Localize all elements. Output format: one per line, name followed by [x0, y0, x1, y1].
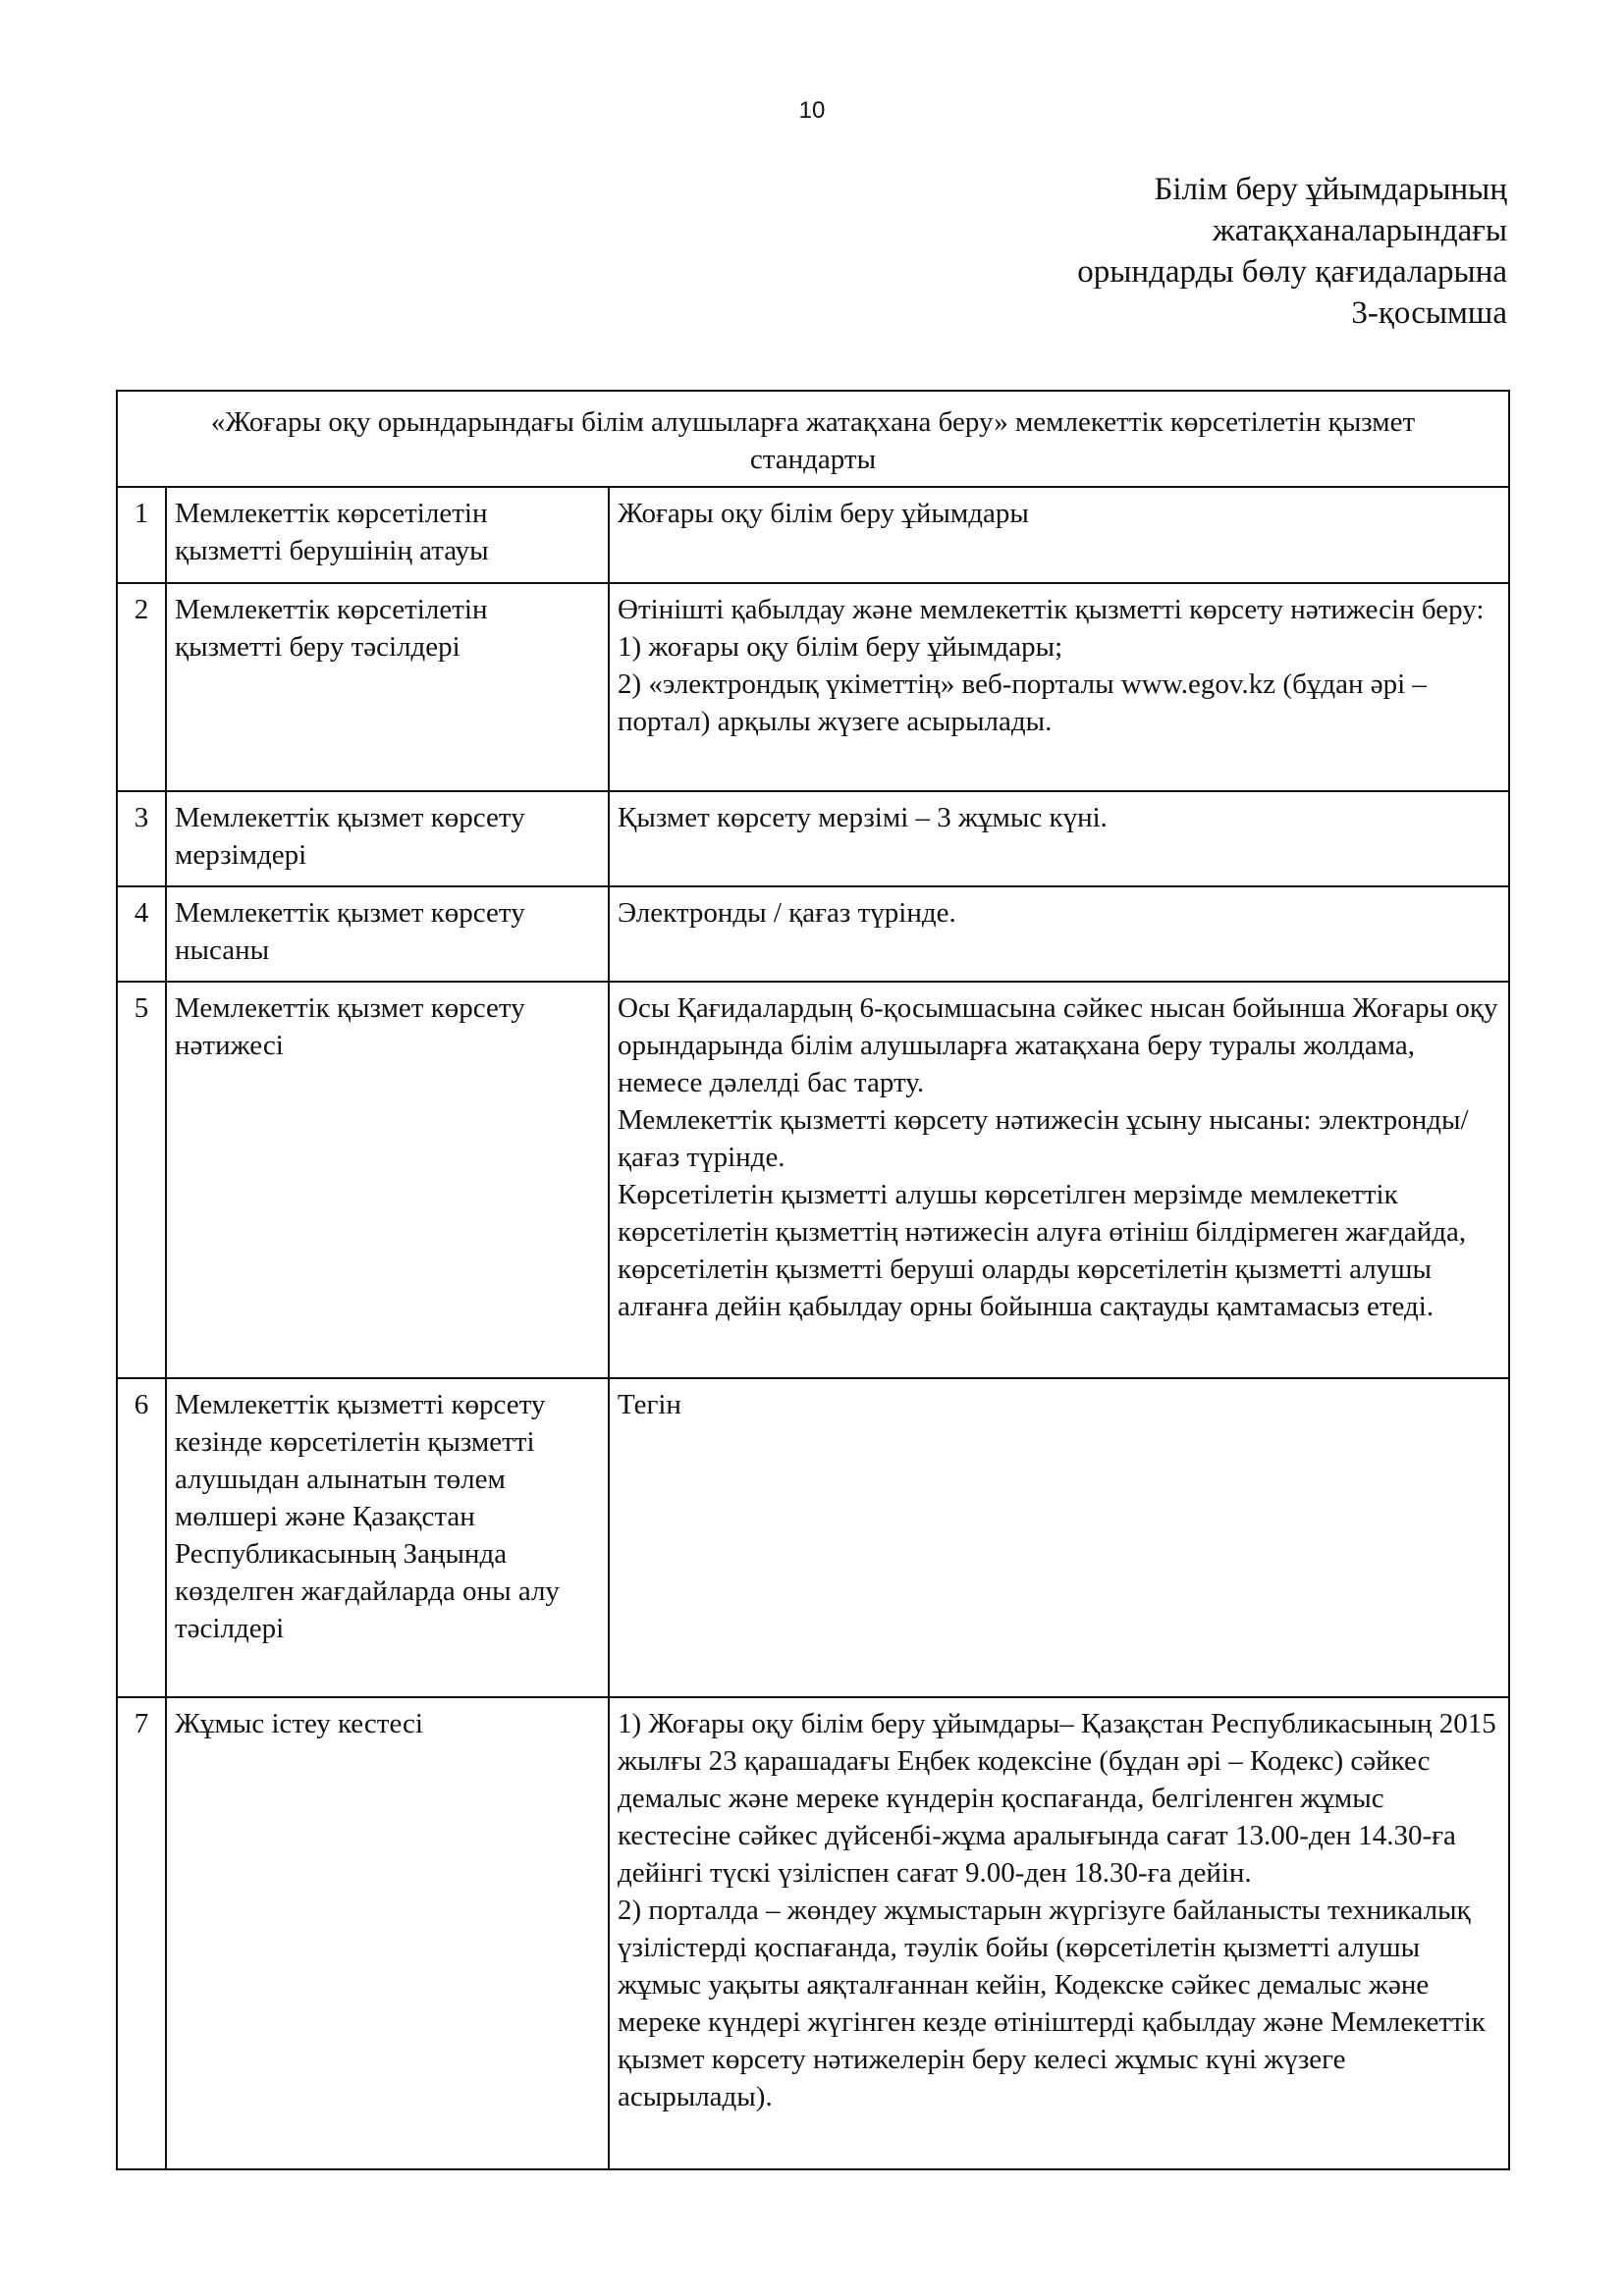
row-label: Мемлекеттік көрсетілетін қызметті беру тәсілдері [166, 583, 609, 791]
table-row [117, 886, 1509, 982]
table-row [117, 982, 1509, 1378]
row-value-line: Тегін [618, 1389, 681, 1420]
row-value-line: Көрсетілетін қызметті алушы көрсетілген мерзімде мемлекеттік көрсетілетін қызметтің нәтижесін алуға өтініш білдірмеген жағдайда, көрсетілетін қызметті беруші оларды көрсетілетін қызметті алушы алғанға дейін қабылдау орны бойынша сақтауды қамтамасыз етеді. [618, 1179, 1467, 1322]
appendix-header-line: орындарды бөлу қағидаларына [1077, 254, 1507, 290]
row-value-line: Осы Қағидалардың 6-қосымшасына сәйкес нысан бойынша Жоғары оқу орындарында білім алушыларға жатақхана беру туралы жолдама, немесе дәлелді бас тарту. [618, 992, 1498, 1098]
appendix-header-line: жатақханаларындағы [1213, 213, 1507, 248]
row-value-line: 1) жоғары оқу білім беру ұйымдары; [618, 631, 1063, 663]
table-row [117, 583, 1509, 791]
row-value-line: Жоғары оқу білім беру ұйымдары [618, 498, 1029, 529]
table-title-row [117, 391, 1509, 487]
appendix-header [1077, 169, 1507, 334]
row-value-line: 2) порталда – жөндеу жұмыстарын жүргізуге байланысты техникалық үзілістерді қоспағанда, тәулік бойы (көрсетілетін қызметті алушы жұмыс уақыты аяқталғаннан кейін, Кодекске сәйкес демалыс және мереке күндері жүгінген кезде өтініштерді қабылдау және Мемлекеттік қызмет көрсету нәтижелерін беру келесі жұмыс күні жүзеге асырылады). [618, 1895, 1486, 2112]
row-label: Мемлекеттік қызмет көрсету нәтижесі [166, 982, 609, 1378]
row-number: 5 [117, 982, 166, 1378]
table-row [117, 1378, 1509, 1697]
row-value-line: Электронды / қағаз түрінде. [618, 897, 956, 929]
row-value [609, 583, 1509, 791]
table-row [117, 487, 1509, 583]
row-number: 6 [117, 1378, 166, 1697]
page-number: 10 [798, 97, 826, 124]
row-number: 1 [117, 487, 166, 583]
row-number: 3 [117, 791, 166, 886]
row-value-line: 1) Жоғары оқу білім беру ұйымдары– Қазақстан Республикасының 2015 жылғы 23 қарашадағы Еңбек кодексіне (бұдан әрі – Кодекс) сәйкес демалыс және мереке күндерін қоспағанда, белгіленген жұмыс кестесіне сәйкес дүйсенбі-жұма аралығында сағат 13.00-ден 14.30-ға дейінгі түскі үзіліспен сағат 9.00-ден 18.30-ға дейін. [618, 1708, 1496, 1889]
row-value-line: Мемлекеттік қызметті көрсету нәтижесін ұсыну нысаны: электронды/қағаз түрінде. [618, 1104, 1469, 1173]
row-value [609, 791, 1509, 886]
row-label: Мемлекеттік қызмет көрсету мерзімдері [166, 791, 609, 886]
table-row [117, 791, 1509, 886]
row-label: Мемлекеттік көрсетілетін қызметті берушінің атауы [166, 487, 609, 583]
row-value [609, 1697, 1509, 2169]
table-title: «Жоғары оқу орындарындағы білім алушыларға жатақхана беру» мемлекеттік көрсетілетін қызмет стандарты [117, 391, 1509, 487]
row-label: Мемлекеттік қызметті көрсету кезінде көрсетілетін қызметті алушыдан алынатын төлем мөлшері және Қазақстан Республикасының Заңында көзделген жағдайларда оны алу тәсілдері [166, 1378, 609, 1697]
row-number: 7 [117, 1697, 166, 2169]
row-value [609, 886, 1509, 982]
row-value [609, 982, 1509, 1378]
appendix-header-line: Білім беру ұйымдарының [1154, 172, 1507, 207]
row-number: 4 [117, 886, 166, 982]
row-value [609, 1378, 1509, 1697]
row-value-line: 2) «электрондық үкіметтің» веб-порталы www.egov.kz (бұдан әрі – портал) арқылы жүзеге асырылады. [618, 668, 1427, 737]
row-label: Жұмыс істеу кестесі [166, 1697, 609, 2169]
table-row [117, 1697, 1509, 2169]
row-value-line: Өтінішті қабылдау және мемлекеттік қызметті көрсету нәтижесін беру: [618, 594, 1485, 625]
row-value [609, 487, 1509, 583]
row-label: Мемлекеттік қызмет көрсету нысаны [166, 886, 609, 982]
appendix-number: 3-қосымша [1351, 295, 1507, 331]
row-value-line: Қызмет көрсету мерзімі – 3 жұмыс күні. [618, 802, 1108, 833]
row-number: 2 [117, 583, 166, 791]
service-standard-table [116, 390, 1510, 2170]
